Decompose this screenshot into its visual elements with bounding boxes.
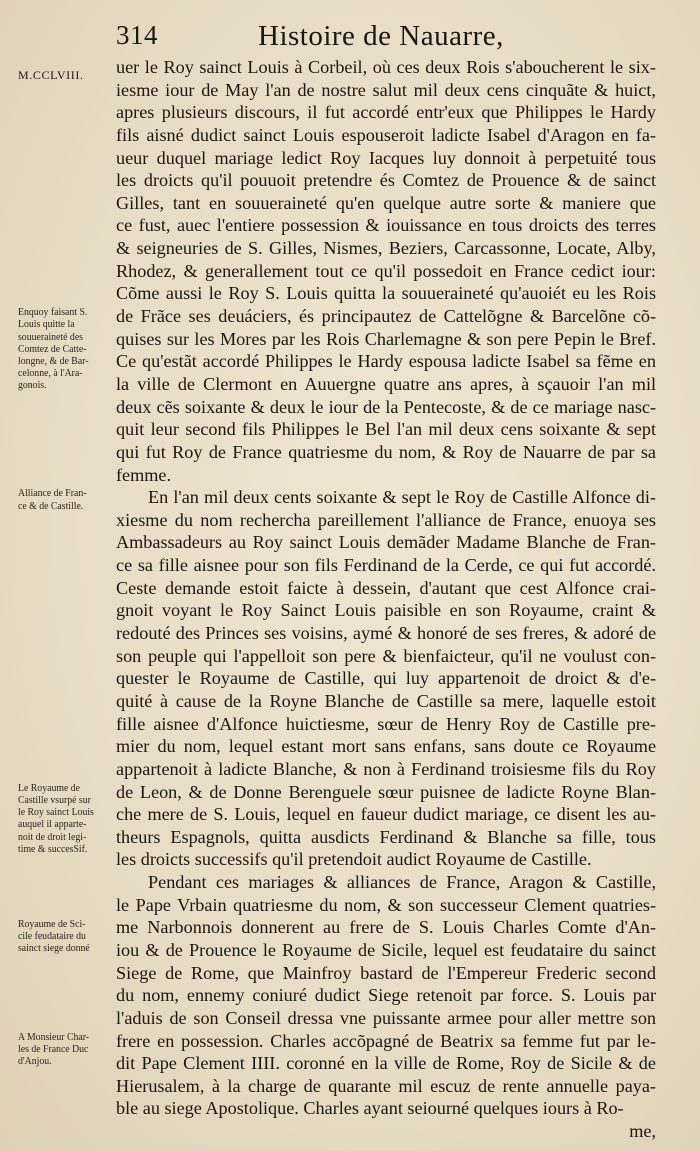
text-line-content: l'aduis de son Conseil dressa vne puissante armee pour aller mettre son [116, 1007, 656, 1028]
margin-note-line: Enquoy faisant S. [18, 307, 88, 319]
margin-note-line: d'Anjou. [18, 1056, 52, 1068]
text-line-content: ble au siege Apostolique. Charles ayant seiourné quelques iours à Ro- [116, 1098, 624, 1119]
text-line [116, 214, 656, 237]
text-line [116, 1097, 656, 1120]
margin-note-line: Comtez de Catte- [18, 343, 87, 355]
margin-note-line: Castille vsurpé sur [18, 795, 91, 806]
text-line [116, 237, 656, 260]
text-line-content: du nom, ennemy coniuré dudict Siege retenoit par force. S. Louis par [116, 985, 656, 1006]
text-line-content: Hierusalem, à la charge de quarante mil escuz de rente annuelle paya- [116, 1075, 656, 1096]
margin-note-line: gonois. [18, 380, 47, 392]
text-line-content: redouté des Princes ses voisins, aymé & honoré de ses freres, & adoré de [116, 623, 656, 644]
text-line-content: quises sur les Mores par les Rois Charlemagne & son pere Pepin le Bref. [116, 328, 656, 349]
text-line [116, 894, 656, 917]
text-line-content: Pendant ces mariages & alliances de France, Aragon & Castille, [148, 872, 656, 893]
margin-note-line: le Roy sainct Louis [18, 807, 94, 819]
text-line-content: iou & de Prouence le Royaume de Sicile, lequel est feudataire du sainct [116, 939, 656, 960]
text-line [116, 690, 656, 713]
margin-note-line: Alliance de Fran- [18, 488, 87, 500]
text-line-content: fils aisné dudict sainct Louis espouseroit ladicte Isabel d'Aragon en fa- [116, 124, 656, 145]
margin-note-line: time & succesSif. [18, 843, 88, 855]
text-line-content: quester le Royaume de Castille, qui luy appartenoit de droict & d'e- [116, 668, 656, 689]
text-line [116, 735, 656, 758]
margin-note-line: noit de droit legi- [18, 831, 87, 843]
text-line [116, 124, 656, 147]
text-line-content: quité à cause de la Royne Blanche de Castille sa mere, laquelle estoit [116, 690, 656, 711]
margin-note-line: sainct siege donné [18, 943, 90, 955]
text-line [116, 396, 656, 419]
text-line-content: ce fust, auec l'entiere possession & iouissance en tous droicts des terres [116, 215, 656, 236]
text-line [116, 1030, 656, 1053]
text-line [116, 192, 656, 215]
text-line-content: Ambassadeurs au Roy sainct Louis demãder Madame Blanche de Fran- [116, 532, 656, 553]
text-line [116, 713, 656, 736]
text-line [116, 577, 656, 600]
margin-note-line: Royaume de Sci- [18, 918, 86, 930]
text-line [116, 486, 656, 509]
text-line-content: les droicts qu'il pouuoit pretendre és Comtez de Prouence & de sainct [116, 170, 656, 191]
text-line [116, 260, 656, 283]
text-line [116, 509, 656, 532]
text-line-content: & seigneuries de S. Gilles, Nismes, Beziers, Carcassonne, Locate, Alby, [116, 238, 656, 259]
text-line [116, 328, 656, 351]
text-line-content: me Narbonnois donnerent au frere de S. Louis Charles Comte d'An- [116, 917, 656, 938]
text-line-content: xiesme du nom rechercha pareillement l'alliance de France, enuoya ses [116, 509, 656, 530]
text-line [116, 1120, 656, 1143]
text-line [116, 350, 656, 373]
text-line-content: deux cẽs soixante & deux le iour de la Pentecoste, & de ce mariage nasc- [116, 396, 656, 417]
text-line [116, 79, 656, 102]
margin-date: M.CCLVIII. [18, 68, 84, 82]
margin-note [18, 1032, 114, 1069]
text-line-content: me, [629, 1121, 656, 1142]
text-line-content: appartenoit à ladicte Blanche, & non à Ferdinand troisiesme fils du Roy [116, 758, 656, 779]
text-line [116, 781, 656, 804]
text-line-content: theurs Espagnols, quitta ausdicts Ferdinand & Blanche sa fille, tous [116, 826, 656, 847]
text-line-content: dit Pape Clement IIII. coronné en la ville de Rome, Roy de Sicile & de [116, 1053, 656, 1074]
text-line-content: la ville de Clermont en Auuergne quatre ans apres, à sçauoir l'an mil [116, 373, 656, 394]
text-line-content: frere en possession. Charles accõpagné de Beatrix sa femme fut par le- [116, 1030, 656, 1051]
text-line-content: iesme iour de May l'an de nostre salut mil deux cens cinquãte & huict, [116, 79, 656, 100]
text-line [116, 464, 656, 487]
text-line [116, 916, 656, 939]
margin-note [18, 919, 114, 956]
margin-note [18, 783, 114, 856]
text-line-content: de Leon, & de Donne Berenguele sœur puisnee de ladicte Royne Blan- [116, 781, 656, 802]
text-line-content: de Frãce ses deuáciers, és principautez de Cattelõgne & Barcelõne cõ- [116, 306, 656, 327]
text-line-content: Ceste demande estoit faicte à dessein, d'autant que cest Alfonce crai- [116, 577, 656, 598]
text-line [116, 56, 656, 79]
text-line-content: ueur duquel mariage ledict Roy Iacques luy donnoit à perpetuité tous [116, 147, 656, 168]
margin-note-line: les de France Duc [18, 1044, 89, 1056]
text-line-content: Gilles, tant en souueraineté qu'en quelque autre sorte & maniere que [116, 192, 656, 213]
text-line [116, 441, 656, 464]
text-line [116, 1075, 656, 1098]
text-line [116, 147, 656, 170]
text-line-content: Ce qu'estãt accordé Philippes le Hardy espousa ladicte Isabel sa fẽme en [116, 351, 656, 372]
text-line [116, 962, 656, 985]
text-line [116, 305, 656, 328]
margin-note-line: Louis quitte la [18, 319, 75, 331]
text-line [116, 418, 656, 441]
text-line-content: femme. [116, 464, 172, 485]
text-line [116, 101, 656, 124]
text-line [116, 531, 656, 554]
margin-note-line: souueraineté des [18, 331, 83, 343]
text-line [116, 282, 656, 305]
text-line [116, 758, 656, 781]
text-line-content: son peuple qui l'appelloit son pere & bienfaicteur, qu'il ne voulust con- [116, 645, 656, 666]
text-line-content: En l'an mil deux cents soixante & sept le Roy de Castille Alfonce di- [148, 487, 656, 508]
text-line-content: ce sa fille aisnee pour son fils Ferdinand de la Cerde, ce qui fut accordé. [116, 555, 656, 576]
text-line-content: quit leur second fils Philippes le Bel l'an mil deux cens soixante & sept [116, 419, 656, 440]
text-line [116, 622, 656, 645]
margin-note-line: auquel il apparte- [18, 819, 87, 831]
text-line [116, 939, 656, 962]
text-line [116, 667, 656, 690]
margin-note-line: A Monsieur Char- [18, 1031, 90, 1043]
text-line-content: les droicts successifs qu'il pretendoit audict Royaume de Castille. [116, 849, 592, 870]
text-line-content: gnoit voyant le Roy Sainct Louis paisible en son Royaume, craint & [116, 600, 656, 621]
text-line-content: che mere de S. Louis, lequel en faueur dudict mariage, ce disent les au- [116, 804, 656, 825]
text-line [116, 871, 656, 894]
text-line-content: Cõme aussi le Roy S. Louis quitta la souueraineté qu'auoiét eu les Rois [116, 283, 656, 304]
text-line [116, 599, 656, 622]
margin-note-line: Le Royaume de [18, 782, 80, 794]
running-title: Histoire de Nauarre, [258, 20, 504, 52]
text-line [116, 826, 656, 849]
margin-note-line: cile feudataire du [18, 930, 86, 942]
text-line [116, 169, 656, 192]
text-line-content: apres plusieurs discours, il fut accordé entr'eux que Philippes le Hardy [116, 102, 656, 123]
text-line [116, 1052, 656, 1075]
margin-note [18, 307, 114, 392]
margin-note [18, 488, 114, 512]
text-line-content: mier du nom, lequel estant mort sans enfans, sans doute ce Royaume [116, 736, 656, 757]
text-line [116, 645, 656, 668]
text-line [116, 373, 656, 396]
text-line [116, 848, 656, 871]
page-number: 314 [116, 20, 158, 50]
body-text [116, 56, 656, 1143]
text-line-content: Siege de Rome, que Mainfroy bastard de l'Empereur Frederic second [116, 962, 656, 983]
margin-note-line: ce & de Castille. [18, 500, 84, 512]
text-line-content: qui fut Roy de France quatriesme du nom, & Roy de Nauarre de par sa [116, 441, 656, 462]
margin-note-line: longne, & de Bar- [18, 355, 89, 367]
text-line [116, 554, 656, 577]
text-line [116, 984, 656, 1007]
text-line [116, 1007, 656, 1030]
text-line-content: Rhodez, & generallement tout ce qu'il possedoit en France cedict iour: [116, 260, 656, 281]
text-line-content: uer le Roy sainct Louis à Corbeil, où ces deux Rois s'aboucherent le six- [116, 57, 656, 77]
margin-note-line: celonne, à l'Ara- [18, 368, 83, 380]
text-line-content: le Pape Vrbain quatriesme du nom, & son successeur Clement quatries- [116, 894, 656, 915]
text-line-content: fille aisnee d'Alfonce huictiesme, sœur de Henry Roy de Castille pre- [116, 713, 656, 734]
text-line [116, 803, 656, 826]
